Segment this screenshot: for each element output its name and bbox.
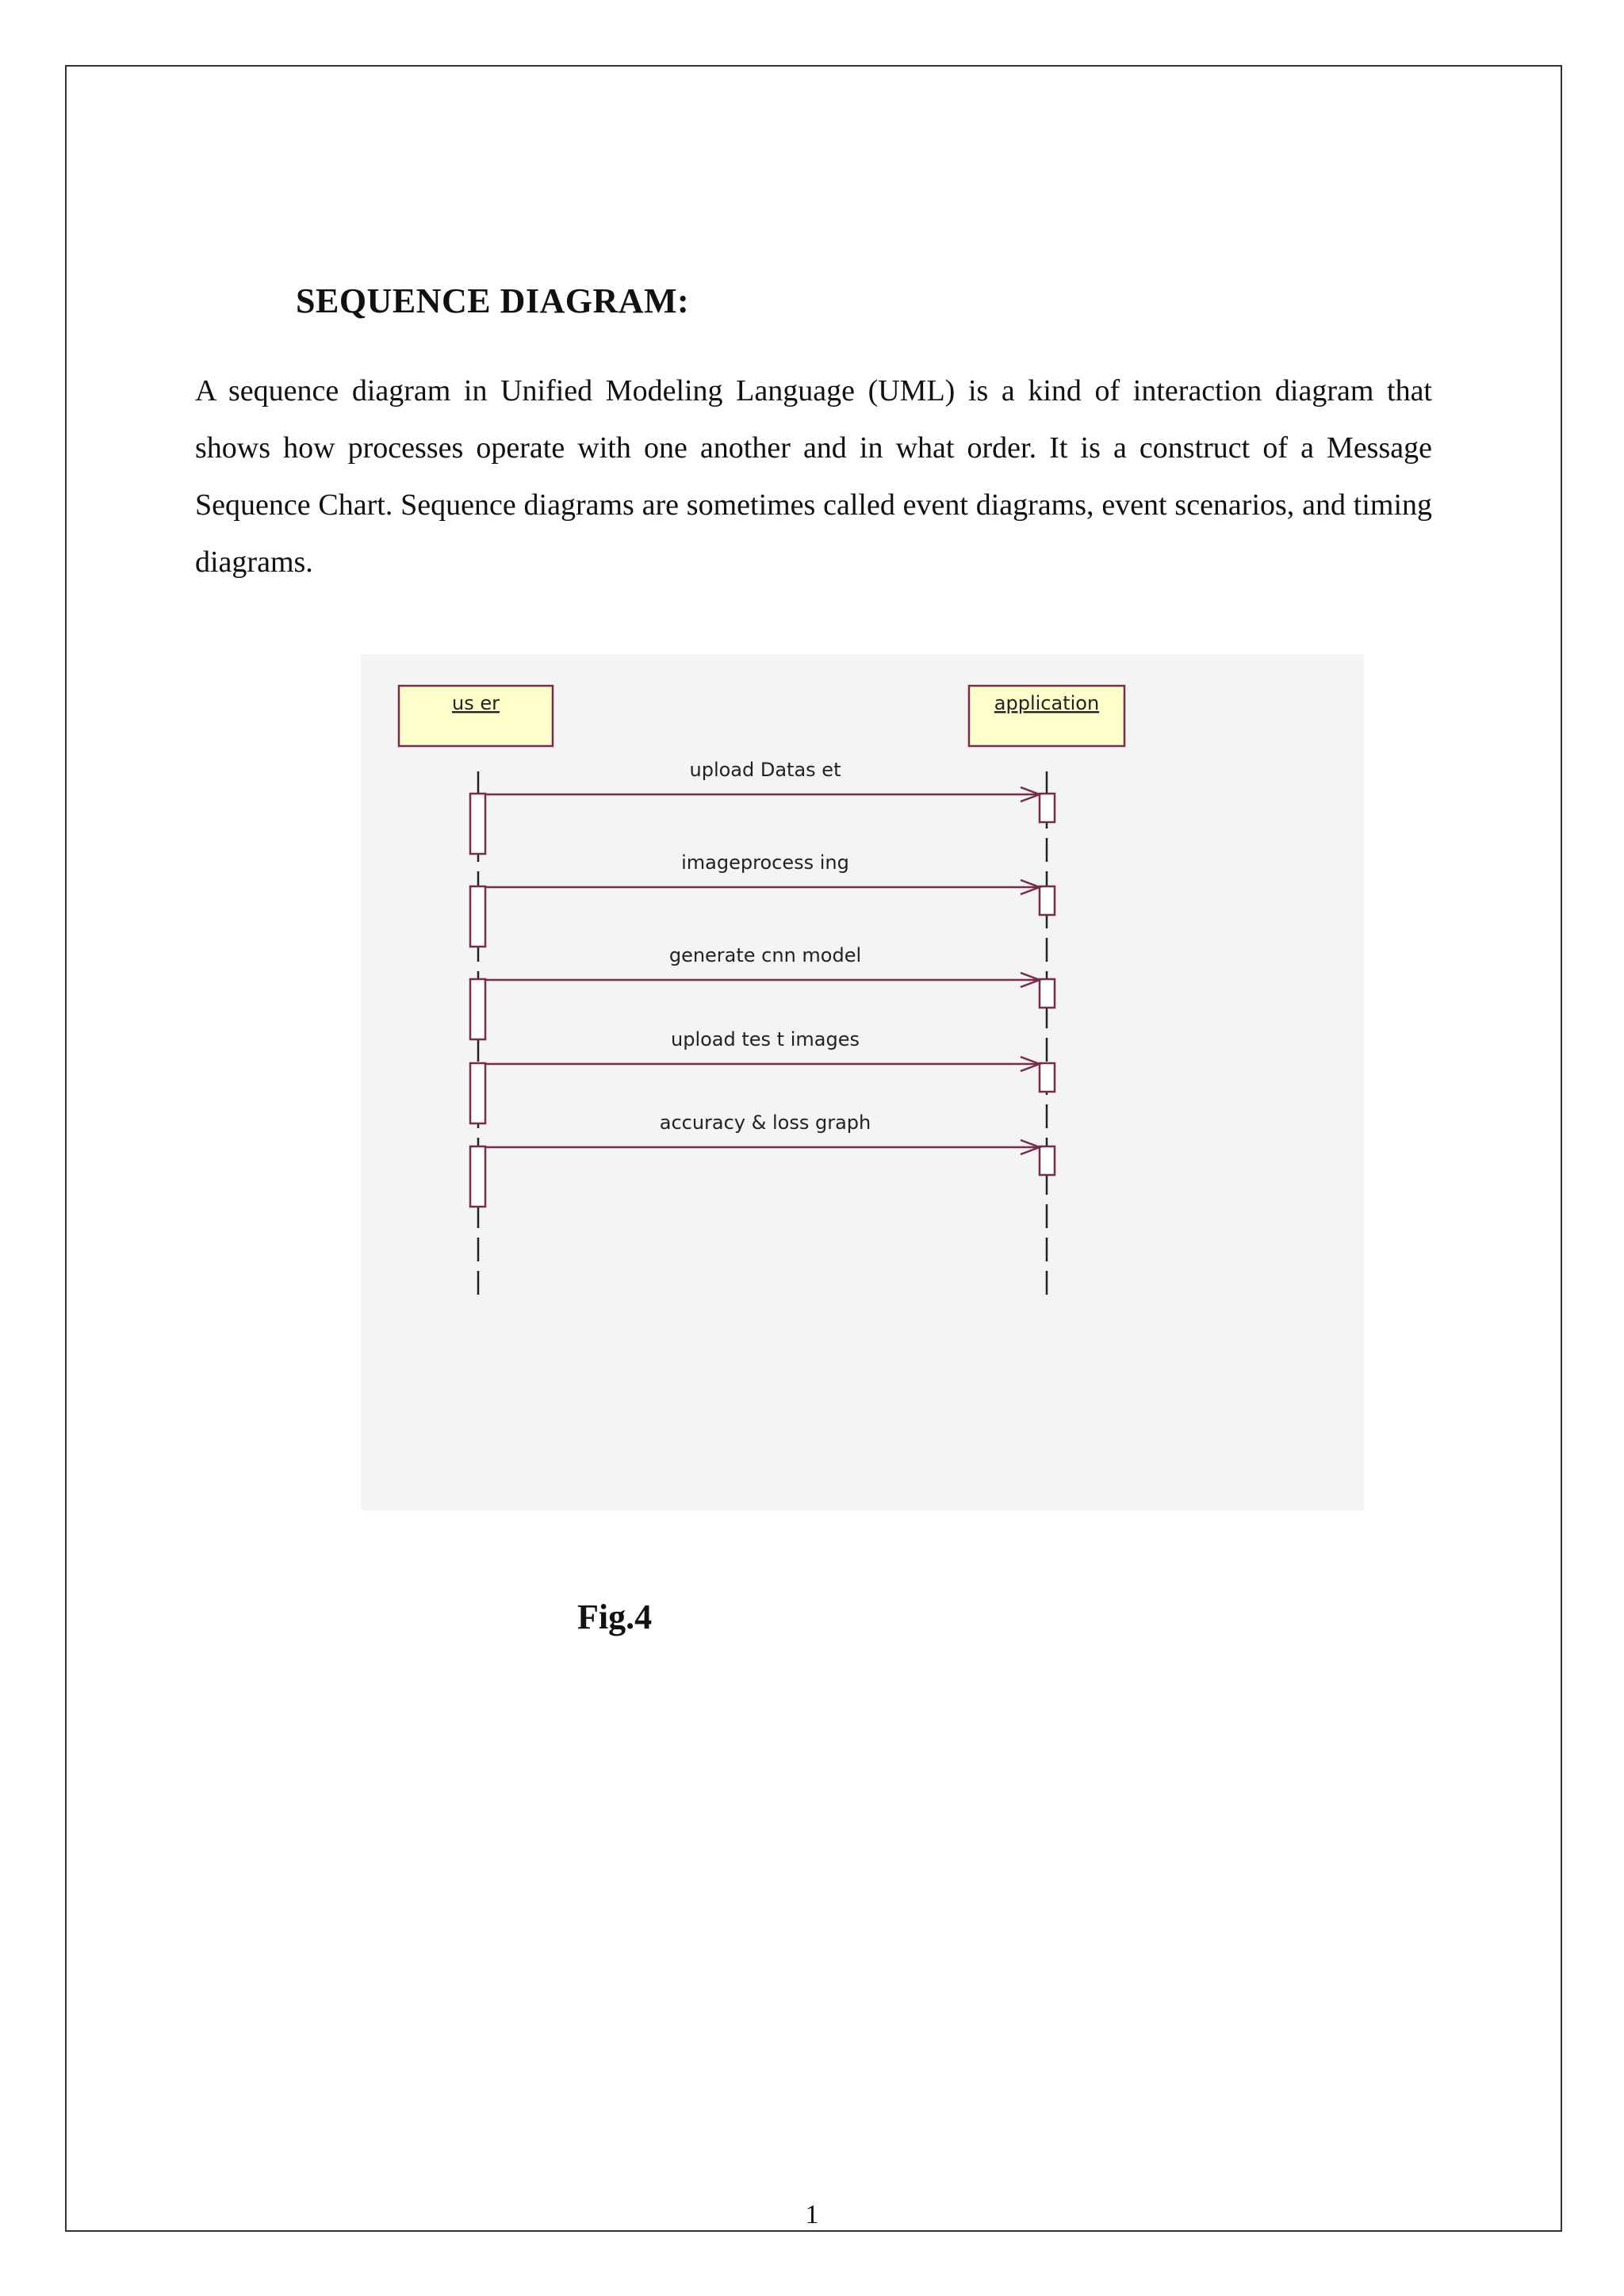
sequence-diagram-figure [361,654,1364,1510]
activation-application-3 [1040,979,1055,1008]
page-number: 1 [805,2200,819,2229]
message-label-1: upload Datas et [689,759,841,781]
message-label-4: upload tes t images [671,1028,860,1050]
message-label-2: imageprocess ing [681,851,849,874]
activation-user-5 [470,1146,485,1207]
message-label-5: accuracy & loss graph [659,1112,871,1134]
figure-caption: Fig.4 [577,1598,653,1636]
section-heading: SEQUENCE DIAGRAM: [296,281,690,320]
activation-application-5 [1040,1146,1055,1175]
body-paragraph: A sequence diagram in Unified Modeling Language (UML) is a kind of interaction diagram that shows how processes operate with one another and in what order. It is a construct of a Message Sequence Chart. Sequence diagrams are sometimes called event diagrams, event scenarios, and timing diagrams. [195,374,1432,579]
diagram-background [361,654,1364,1510]
lifeline-label-application: application [994,692,1100,714]
activation-application-2 [1040,886,1055,915]
activation-user-2 [470,886,485,947]
activation-application-1 [1040,794,1055,822]
activation-user-4 [470,1063,485,1123]
activation-application-4 [1040,1063,1055,1092]
activation-user-1 [470,794,485,854]
message-label-3: generate cnn model [668,944,862,966]
sequence-diagram [361,654,1364,1510]
activation-user-3 [470,979,485,1039]
lifeline-label-user: us er [452,692,500,714]
